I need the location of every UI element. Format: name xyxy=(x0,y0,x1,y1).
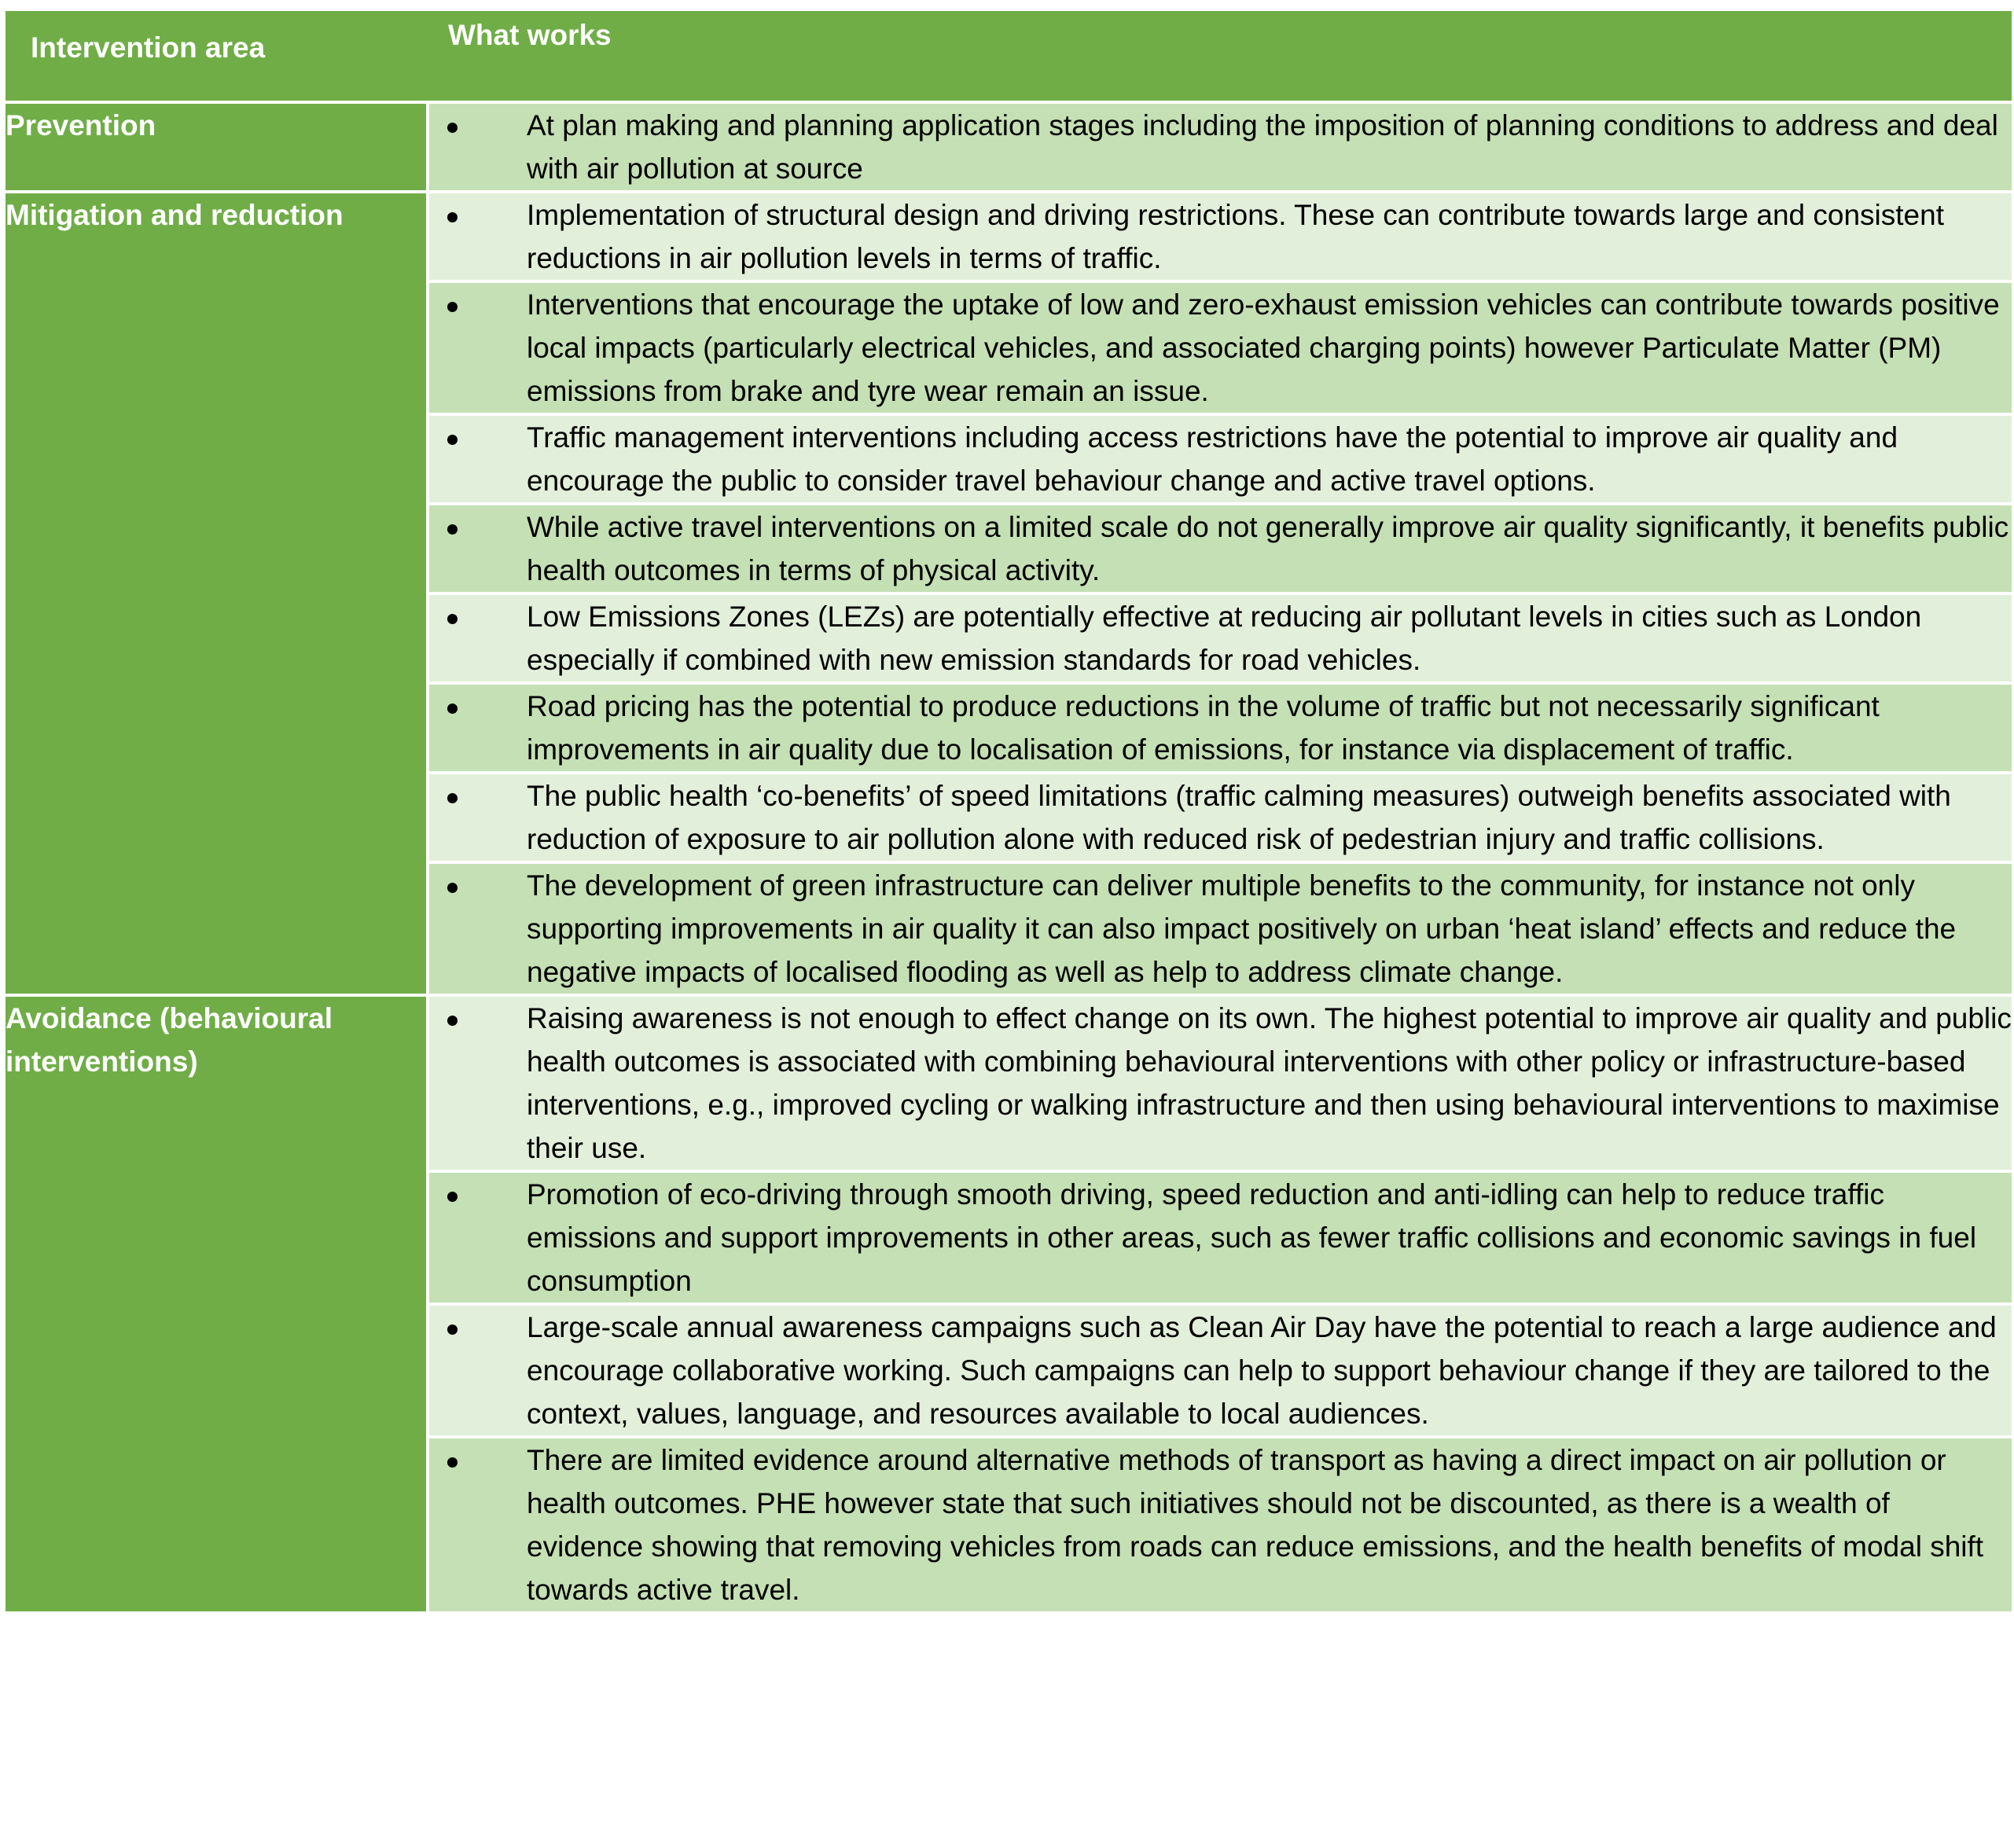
what-works-text: The development of green infrastructure can deliver multiple benefits to the community, for instance not only supporting improvements in air quality it can also impact positively on urban ‘heat island’ effects and reduce the negative impacts of localised flooding as well as help to address climate change. xyxy=(527,869,1957,988)
bullet-icon xyxy=(429,505,527,592)
what-works-cell xyxy=(429,416,2012,505)
what-works-text: The public health ‘co-benefits’ of speed limitations (traffic calming measures) outweigh benefits associated with reduction of exposure to air pollution alone with reduced risk of pedestrian injury and traffic collisions. xyxy=(527,780,1951,855)
what-works-text: Road pricing has the potential to produce reductions in the volume of traffic but not necessarily significant improvements in air quality due to localisation of emissions, for instance via displacement of traffic. xyxy=(527,690,1880,766)
what-works-text: Promotion of eco-driving through smooth driving, speed reduction and anti-idling can help to reduce traffic emissions and support improvements in other areas, such as fewer traffic collisions and economic savings in fuel consumption xyxy=(527,1178,1977,1297)
what-works-cell xyxy=(429,1306,2012,1438)
what-works-text: Raising awareness is not enough to effect change on its own. The highest potential to improve air quality and public health outcomes is associated with combining behavioural interventions with other policy or infrastructure-based interventions, e.g., improved cycling or walking infrastructure and then using behavioural interventions to maximise their use. xyxy=(527,1002,2012,1164)
interventions-table xyxy=(6,11,2012,1615)
header-intervention-area: Intervention area xyxy=(6,11,429,104)
what-works-text: Traffic management interventions including access restrictions have the potential to improve air quality and encourage the public to consider travel behaviour change and active travel options. xyxy=(527,421,1898,497)
bullet-icon xyxy=(429,864,527,994)
what-works-text: At plan making and planning application stages including the imposition of planning conditions to address and deal with air pollution at source xyxy=(527,109,1998,185)
bullet-icon xyxy=(429,1438,527,1611)
what-works-text: Low Emissions Zones (LEZs) are potentially effective at reducing air pollutant levels in cities such as London especially if combined with new emission standards for road vehicles. xyxy=(527,601,1922,676)
what-works-text: Implementation of structural design and driving restrictions. These can contribute towards large and consistent reductions in air pollution levels in terms of traffic. xyxy=(527,199,1944,274)
what-works-cell xyxy=(429,104,2012,193)
what-works-cell xyxy=(429,595,2012,685)
table-row xyxy=(6,193,2012,283)
bullet-icon xyxy=(429,1306,527,1435)
table-row xyxy=(6,104,2012,193)
bullet-icon xyxy=(429,283,527,413)
what-works-cell xyxy=(429,685,2012,774)
bullet-icon xyxy=(429,774,527,861)
bullet-icon xyxy=(429,104,527,190)
table-body xyxy=(6,104,2012,1615)
bullet-icon xyxy=(429,595,527,682)
bullet-icon xyxy=(429,193,527,280)
what-works-cell xyxy=(429,774,2012,864)
what-works-text: Interventions that encourage the uptake of low and zero-exhaust emission vehicles can contribute towards positive local impacts (particularly electrical vehicles, and associated charging points) however Particulate Matter (PM) emissions from brake and tyre wear remain an issue. xyxy=(527,288,2000,407)
what-works-cell xyxy=(429,864,2012,997)
table-row xyxy=(6,997,2012,1173)
bullet-icon xyxy=(429,1173,527,1302)
header-what-works: What works xyxy=(429,11,2012,104)
intervention-area-cell: Avoidance (behavioural interventions) xyxy=(6,997,429,1615)
what-works-text: Large-scale annual awareness campaigns such as Clean Air Day have the potential to reach a large audience and encourage collaborative working. Such campaigns can help to support behaviour change if they are tailored to the context, values, language, and resources available to local audiences. xyxy=(527,1311,1997,1430)
what-works-cell xyxy=(429,193,2012,283)
bullet-icon xyxy=(429,685,527,771)
what-works-cell xyxy=(429,283,2012,416)
what-works-cell xyxy=(429,1438,2012,1615)
what-works-cell xyxy=(429,997,2012,1173)
what-works-cell xyxy=(429,505,2012,595)
bullet-icon xyxy=(429,416,527,502)
table-header-row xyxy=(6,11,2012,104)
intervention-area-cell: Prevention xyxy=(6,104,429,193)
bullet-icon xyxy=(429,997,527,1170)
what-works-text: There are limited evidence around alternative methods of transport as having a direct impact on air pollution or health outcomes. PHE however state that such initiatives should not be discounted, as there is a wealth of evidence showing that removing vehicles from roads can reduce emissions, and the health benefits of modal shift towards active travel. xyxy=(527,1444,1984,1606)
intervention-area-cell: Mitigation and reduction xyxy=(6,193,429,997)
what-works-cell xyxy=(429,1173,2012,1306)
what-works-text: While active travel interventions on a limited scale do not generally improve air quality significantly, it benefits public health outcomes in terms of physical activity. xyxy=(527,511,2009,586)
